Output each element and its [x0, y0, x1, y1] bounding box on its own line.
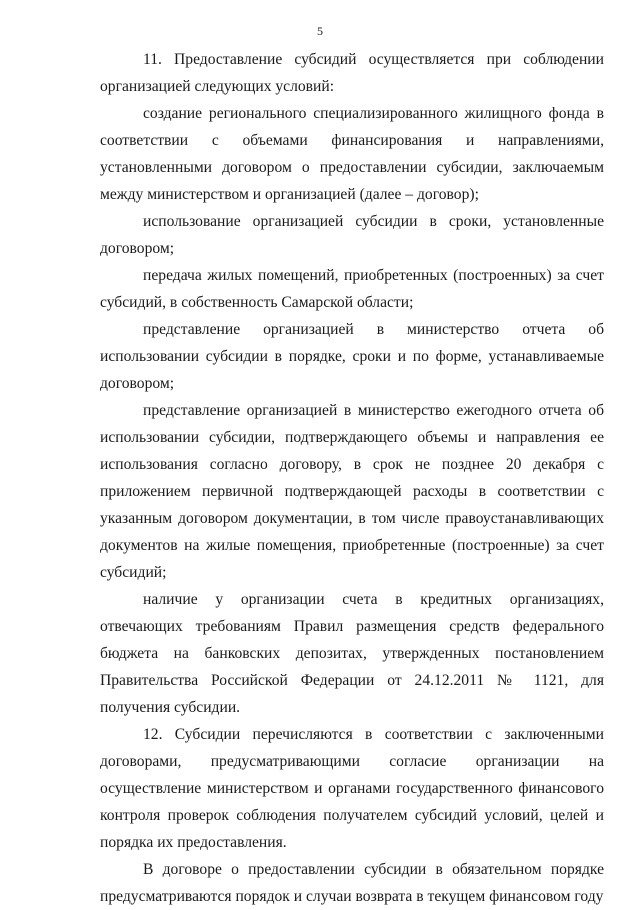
paragraph-condition-usage-terms: использование организацией субсидии в сроки, установленные договором;	[100, 213, 604, 257]
paragraph-condition-report: представление организацией в министерство отчета об использовании субсидии в порядке, сроки и по форме, устанавливаемые договором;	[100, 321, 604, 392]
paragraph-contract-refund: В договоре о предоставлении субсидии в обязательном порядке предусматриваются порядок и случаи возврата в текущем финансовом году	[100, 861, 604, 905]
paragraph-condition-annual-report: представление организацией в министерство ежегодного отчета об использовании субсидии, подтверждающего объемы и направления ее использования согласно договору, в срок не позднее 20 декабря с приложением первичной подтверждающей расходы в соответствии с указанным договором документации, в том числе правоустанавливающих документов на жилые помещения, приобретенные (построенные) за счет субсидий;	[100, 402, 604, 581]
paragraph-11-intro: 11. Предоставление субсидий осуществляется при соблюдении организацией следующих условий:	[100, 51, 604, 95]
document-body	[100, 46, 604, 910]
page-number: 5	[317, 24, 323, 38]
paragraph-condition-bank-account: наличие у организации счета в кредитных организациях, отвечающих требованиям Правил размещения средств федерального бюджета на банковских депозитах, утвержденных постановлением Правительства Российской Федерации от 24.12.2011 № 1121, для получения субсидии.	[100, 591, 604, 716]
paragraph-condition-transfer: передача жилых помещений, приобретенных (построенных) за счет субсидий, в собственность Самарской области;	[100, 267, 604, 311]
paragraph-12-transfer: 12. Субсидии перечисляются в соответствии с заключенными договорами, предусматривающими согласие организации на осуществление министерством и органами государственного финансового контроля проверок соблюдения получателем субсидий условий, целей и порядка их предоставления.	[100, 726, 604, 851]
paragraph-condition-fund: создание регионального специализированного жилищного фонда в соответствии с объемами финансирования и направлениями, установленными договором о предоставлении субсидии, заключаемым между министерством и организацией (далее – договор);	[100, 105, 604, 203]
